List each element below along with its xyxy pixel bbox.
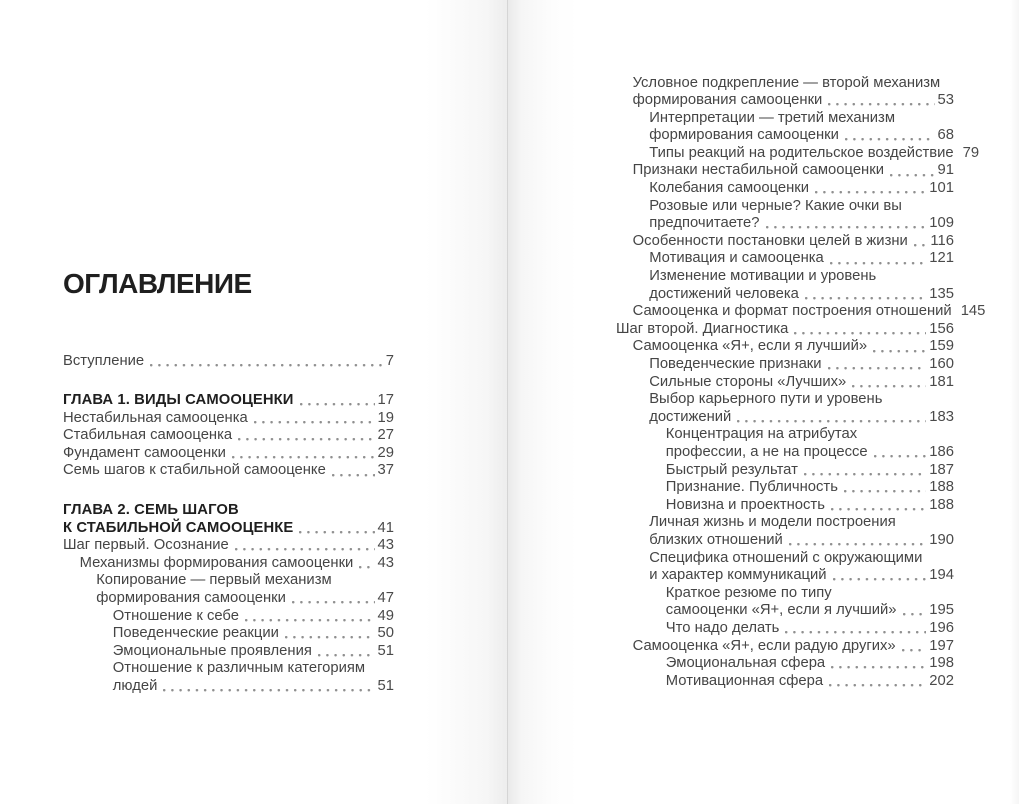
- toc-entry: [616, 514, 954, 532]
- toc-entry: [616, 303, 986, 321]
- toc-entry: [616, 250, 954, 268]
- toc-entry-label: Поведенческие признаки: [649, 356, 822, 372]
- toc-entry-page: 186: [929, 443, 954, 460]
- toc-entry: [616, 127, 954, 145]
- dot-leader: [805, 297, 926, 300]
- toc-entry-label: формирования самооценки: [96, 590, 286, 607]
- toc-entry-page: 109: [929, 215, 954, 232]
- toc-entry-label: Розовые или черные? Какие очки вы: [649, 197, 902, 214]
- toc-entry-label: Колебания самооценки: [649, 180, 810, 197]
- dot-leader: [828, 103, 934, 106]
- toc-entry: [63, 353, 394, 371]
- toc-entry: [616, 391, 954, 409]
- toc-entry-page: 198: [929, 655, 954, 672]
- dot-leader: [232, 456, 375, 459]
- toc-entry-label: Самооценка и формат построения отношений: [632, 303, 952, 320]
- page-right: [508, 0, 1019, 804]
- toc-entry: [63, 445, 394, 463]
- dot-leader: [829, 684, 926, 687]
- toc-entry-label: предпочитаете?: [649, 215, 760, 232]
- toc-list-right: [616, 74, 986, 691]
- toc-entry-label: Мотивационная сфера: [665, 672, 824, 689]
- toc-entry-page: 183: [929, 408, 954, 425]
- toc-entry: [616, 162, 954, 180]
- toc-list-left: [63, 353, 394, 696]
- dot-leader: [300, 403, 375, 406]
- toc-entry-page: 68: [937, 127, 954, 144]
- toc-entry-page: 197: [929, 637, 954, 654]
- dot-leader: [873, 350, 926, 353]
- toc-entry-page: 91: [937, 162, 954, 179]
- toc-entry: [616, 338, 954, 356]
- toc-entry-label: Краткое резюме по типу: [665, 584, 832, 601]
- dot-leader: [844, 490, 926, 493]
- toc-entry-page: 47: [377, 590, 394, 607]
- toc-entry-label: Специфика отношений с окружающими: [649, 549, 923, 566]
- toc-entry-label: Изменение мотивации и уровень: [649, 268, 877, 285]
- toc-entry: [63, 643, 394, 661]
- toc-entry: [616, 638, 954, 656]
- toc-entry-label: Условное подкрепление — второй механизм: [632, 74, 941, 91]
- toc-entry-label: Признаки нестабильной самооценки: [632, 162, 884, 179]
- toc-entry-page: 188: [929, 496, 954, 513]
- dot-leader: [238, 438, 374, 441]
- toc-entry: [616, 374, 954, 392]
- toc-entry-label: Личная жизнь и модели построения: [649, 514, 896, 531]
- toc-entry-page: 49: [377, 607, 394, 624]
- dot-leader: [235, 548, 375, 551]
- toc-entry: [63, 572, 394, 590]
- toc-entry-label: Быстрый результат: [665, 461, 798, 478]
- toc-entry: [616, 479, 954, 497]
- toc-entry: [63, 427, 394, 445]
- toc-entry-page: 101: [929, 180, 954, 197]
- toc-entry: [616, 585, 954, 603]
- dot-leader: [902, 649, 927, 652]
- dot-leader: [831, 666, 926, 669]
- dot-leader: [292, 601, 375, 604]
- dot-leader: [914, 244, 928, 247]
- toc-entry-page: 135: [929, 285, 954, 302]
- dot-leader: [785, 631, 926, 634]
- toc-entry-label: Эмоциональные проявления: [112, 642, 312, 659]
- toc-entry: [616, 655, 954, 673]
- toc-entry-label: самооценки «Я+, если я лучший»: [665, 602, 897, 619]
- toc-entry-page: 181: [929, 373, 954, 390]
- toc-entry-label: Особенности постановки целей в жизни: [632, 232, 908, 249]
- dot-leader: [852, 385, 926, 388]
- toc-entry-label: Фундамент самооценки: [63, 444, 226, 461]
- toc-entry: [63, 462, 394, 480]
- toc-entry-page: 7: [385, 352, 394, 369]
- toc-entry-page: 116: [930, 232, 954, 249]
- toc-entry: [616, 444, 954, 462]
- toc-entry-page: 195: [929, 602, 954, 619]
- toc-entry: [616, 356, 954, 374]
- dot-leader: [150, 364, 383, 367]
- toc-entry-page: 190: [929, 531, 954, 548]
- dot-leader: [815, 191, 926, 194]
- dot-leader: [831, 508, 926, 511]
- dot-leader: [254, 421, 375, 424]
- dot-leader: [828, 367, 927, 370]
- toc-entry: [616, 268, 954, 286]
- toc-entry-label: Стабильная самооценка: [63, 427, 233, 444]
- toc-entry-label: Отношение к себе: [112, 607, 239, 624]
- toc-entry-page: 53: [937, 92, 954, 109]
- toc-entry-label: Шаг первый. Осознание: [63, 537, 229, 554]
- toc-entry-label: Мотивация и самооценка: [649, 250, 824, 267]
- dot-leader: [285, 636, 375, 639]
- toc-entry-label: Типы реакций на родительское воздействие: [649, 144, 954, 161]
- toc-entry-label: профессии, а не на процессе: [665, 443, 868, 460]
- toc-entry-page: 160: [929, 356, 954, 372]
- toc-entry: [63, 660, 394, 678]
- toc-entry-page: 50: [377, 625, 394, 642]
- toc-entry-page: 43: [377, 537, 394, 554]
- toc-entry-page: 79: [962, 144, 980, 161]
- toc-entry: [63, 392, 394, 410]
- toc-entry: [616, 198, 954, 216]
- dot-leader: [890, 174, 935, 177]
- toc-entry-page: 188: [929, 479, 954, 496]
- toc-entry: [63, 410, 394, 428]
- toc-entry: [616, 620, 954, 638]
- toc-entry: [616, 567, 954, 585]
- dot-leader: [903, 613, 927, 616]
- toc-entry-page: 187: [929, 461, 954, 478]
- dot-leader: [845, 138, 935, 141]
- toc-entry-label: и характер коммуникаций: [649, 567, 827, 584]
- toc-entry: [63, 537, 394, 555]
- toc-entry-page: 145: [960, 303, 986, 320]
- toc-entry: [616, 532, 954, 550]
- toc-entry: [63, 625, 394, 643]
- toc-entry-page: 51: [377, 678, 394, 694]
- toc-entry: [616, 497, 954, 515]
- toc-entry-page: 159: [929, 338, 954, 355]
- dot-leader: [163, 689, 374, 692]
- toc-entry: [616, 144, 980, 163]
- toc-entry: [63, 678, 394, 696]
- toc-entry-label: Отношение к различным категориям: [112, 660, 366, 677]
- toc-entry-label: Новизна и проектность: [665, 496, 825, 513]
- page-left: [0, 0, 508, 804]
- toc-entry-page: 29: [377, 444, 394, 461]
- toc-entry: [616, 180, 954, 198]
- toc-entry-label: Самооценка «Я+, если радую других»: [632, 637, 896, 654]
- toc-entry-label: Нестабильная самооценка: [63, 409, 248, 426]
- toc-entry: [616, 233, 954, 251]
- toc-entry: [616, 409, 954, 427]
- toc-entry: [63, 502, 394, 520]
- toc-entry-label: К СТАБИЛЬНОЙ САМООЦЕНКЕ: [63, 519, 294, 536]
- toc-entry: [63, 520, 394, 538]
- toc-entry-page: 43: [377, 554, 394, 571]
- toc-entry-page: 37: [377, 462, 394, 479]
- toc-entry: [616, 75, 954, 93]
- toc-entry-label: достижений человека: [649, 285, 799, 302]
- dot-leader: [833, 578, 927, 581]
- toc-entry-label: близких отношений: [649, 531, 783, 548]
- toc-entry-label: Концентрация на атрибутах: [665, 426, 858, 443]
- toc-entry-page: 19: [377, 409, 394, 426]
- toc-entry-label: Сильные стороны «Лучших»: [649, 373, 847, 390]
- toc-entry-label: Признание. Публичность: [665, 479, 838, 496]
- dot-leader: [804, 473, 926, 476]
- toc-entry-page: 202: [929, 672, 954, 689]
- toc-entry-label: достижений: [649, 408, 732, 425]
- toc-entry: [616, 602, 954, 620]
- dot-leader: [359, 566, 374, 569]
- toc-entry-label: Эмоциональная сфера: [665, 655, 826, 672]
- toc-title: ОГЛАВЛЕНИЕ: [63, 268, 252, 299]
- toc-entry-label: Поведенческие реакции: [112, 625, 279, 642]
- toc-entry-page: 17: [377, 392, 394, 409]
- dot-leader: [318, 654, 375, 657]
- dot-leader: [737, 420, 926, 423]
- toc-entry-label: ГЛАВА 2. СЕМЬ ШАГОВ: [63, 502, 239, 519]
- dot-leader: [299, 531, 374, 534]
- dot-leader: [874, 455, 927, 458]
- toc-entry: [616, 462, 954, 480]
- toc-entry-label: людей: [112, 678, 158, 694]
- dot-leader: [332, 474, 375, 477]
- toc-entry-label: Интерпретации — третий механизм: [649, 109, 896, 126]
- toc-entry: [616, 426, 954, 444]
- toc-entry-page: 196: [929, 619, 954, 636]
- toc-entry: [616, 110, 954, 128]
- toc-entry-label: ГЛАВА 1. ВИДЫ САМООЦЕНКИ: [63, 392, 294, 409]
- toc-entry: [616, 673, 954, 691]
- toc-entry-page: 121: [929, 250, 954, 267]
- toc-entry-label: Семь шагов к стабильной самооценке: [63, 462, 326, 479]
- toc-entry-label: формирования самооценки: [632, 92, 823, 109]
- toc-entry-label: Шаг второй. Диагностика: [616, 320, 789, 337]
- dot-leader: [794, 332, 926, 335]
- toc-entry-label: Механизмы формирования самооценки: [79, 554, 354, 571]
- dot-leader: [789, 543, 926, 546]
- toc-entry-page: 156: [929, 320, 954, 337]
- toc-entry: [616, 215, 954, 233]
- toc-entry: [616, 550, 954, 568]
- toc-entry: [63, 590, 394, 608]
- toc-entry: [616, 321, 954, 339]
- dot-leader: [830, 262, 927, 265]
- toc-entry-label: Самооценка «Я+, если я лучший»: [632, 338, 868, 355]
- toc-entry-label: Что надо делать: [665, 619, 780, 636]
- toc-entry-page: 27: [377, 427, 394, 444]
- toc-entry-label: Выбор карьерного пути и уровень: [649, 391, 883, 408]
- toc-entry-page: 41: [377, 519, 394, 536]
- toc-entry: [616, 286, 954, 304]
- toc-entry: [63, 555, 394, 573]
- toc-entry-page: 51: [377, 642, 394, 659]
- toc-entry: [616, 92, 954, 110]
- toc-entry-label: Копирование — первый механизм: [96, 572, 332, 589]
- dot-leader: [245, 619, 375, 622]
- toc-entry-page: 194: [929, 567, 954, 584]
- toc-entry-label: Вступление: [63, 352, 145, 369]
- toc-entry-label: формирования самооценки: [649, 127, 839, 144]
- dot-leader: [766, 226, 927, 229]
- toc-entry: [63, 608, 394, 626]
